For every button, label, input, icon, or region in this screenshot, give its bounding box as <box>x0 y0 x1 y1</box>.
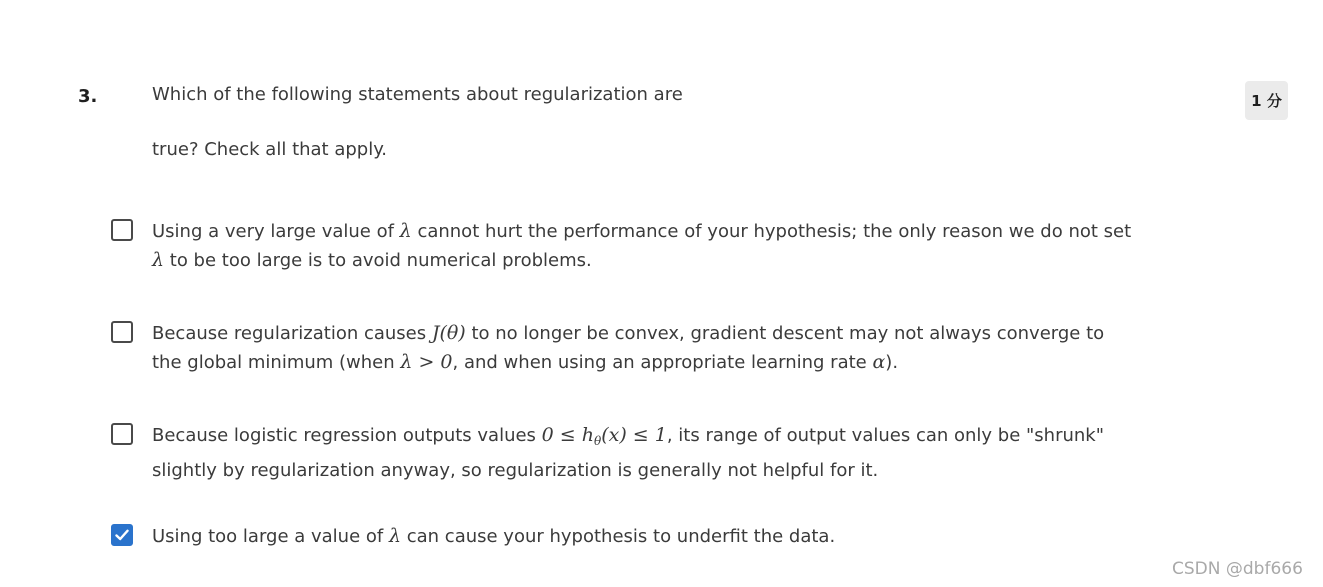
lambda-inequality: λ > 0 <box>400 351 453 373</box>
hypothesis-range <box>542 424 667 446</box>
option-b-text-part: Because regularization causes <box>152 323 432 344</box>
theta-subscript: θ <box>593 434 602 448</box>
option-d-text-part: Using too large a value of <box>152 526 389 547</box>
checkmark-icon <box>114 527 130 543</box>
option-c-text-part: Because logistic regression outputs values <box>152 425 542 446</box>
points-badge: 1 分 <box>1245 81 1288 120</box>
lambda-symbol: λ <box>152 249 165 271</box>
watermark: CSDN @dbf666 <box>1172 559 1303 579</box>
option-c-text <box>152 421 1142 485</box>
option-d-checkbox[interactable] <box>111 524 133 546</box>
hypothesis-range-part: (x) ≤ 1 <box>601 424 667 446</box>
option-b-line-1 <box>152 319 1142 348</box>
option-c-checkbox[interactable] <box>111 423 133 445</box>
option-d-text-part: can cause your hypothesis to underfit the data. <box>401 526 836 547</box>
question-prompt-line-2: true? Check all that apply. <box>152 139 388 160</box>
hypothesis-range-part: 0 ≤ h <box>541 424 594 446</box>
option-b-text-part: to no longer be convex, gradient descent may not always converge to <box>465 323 1105 344</box>
question-number: 3. <box>78 86 98 107</box>
option-b-checkbox[interactable] <box>111 321 133 343</box>
cost-function-symbol: J(θ) <box>431 322 466 344</box>
option-b-line-2 <box>152 348 1142 377</box>
option-b-text <box>152 319 1142 377</box>
lambda-symbol: λ <box>388 525 402 547</box>
option-c-text-part: , its range of output values can only be "shrunk" <box>666 425 1105 446</box>
option-a-line-1 <box>152 217 1142 246</box>
option-a-checkbox[interactable] <box>111 219 133 241</box>
option-a-text-part: Using a very large value of <box>152 221 400 242</box>
option-a-text-part: to be too large is to avoid numerical problems. <box>164 250 592 271</box>
option-d-text <box>152 522 1142 551</box>
option-b-text-part: the global minimum (when <box>152 352 401 373</box>
option-a-line-2 <box>152 246 1142 275</box>
option-d-line-1 <box>152 522 1142 551</box>
option-c-line-2: slightly by regularization anyway, so regularization is generally not helpful for it. <box>152 460 879 481</box>
lambda-symbol: λ <box>399 220 412 242</box>
question-prompt-line-1: Which of the following statements about regularization are <box>152 84 683 105</box>
option-a-text <box>152 217 1142 275</box>
option-b-text-part: ). <box>885 352 899 373</box>
option-a-text-part: cannot hurt the performance of your hypothesis; the only reason we do not set <box>411 221 1132 242</box>
option-b-text-part: , and when using an appropriate learning rate <box>452 352 873 373</box>
alpha-symbol: α <box>872 351 886 373</box>
option-c-line-1 <box>152 421 1142 456</box>
